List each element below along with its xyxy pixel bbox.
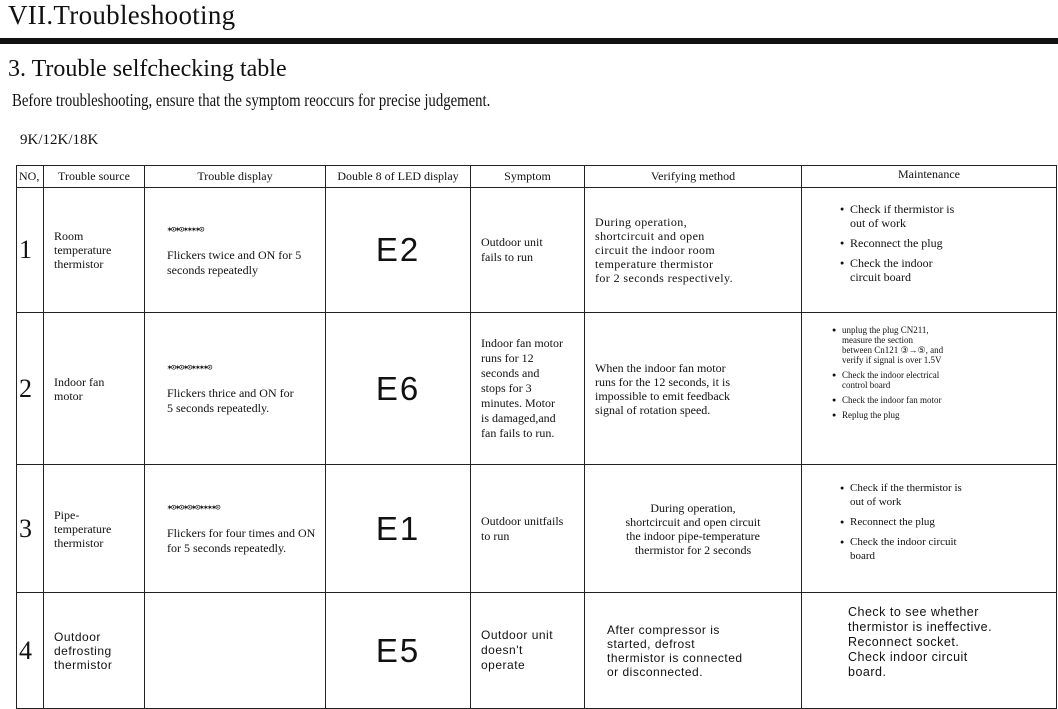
maintenance-step: ● Replug the plug bbox=[842, 410, 1056, 420]
row-number: 2 bbox=[17, 313, 44, 465]
maintenance bbox=[802, 188, 1057, 313]
led-code: E6 bbox=[326, 313, 471, 465]
led-flicker-pattern-icon: ✶⊙✶⊙✶⊙✶⊙✶✶✶✶⊙ bbox=[167, 503, 220, 513]
header-trouble-source: Trouble source bbox=[44, 166, 145, 188]
table-row bbox=[17, 593, 1057, 709]
header-verifying-method: Verifying method bbox=[585, 166, 802, 188]
symptom: Outdoor unit doesn't operate bbox=[471, 593, 585, 709]
verifying-method: When the indoor fan motor runs for the 12 seconds, it is impossible to emit feedback signal of rotation speed. bbox=[585, 313, 802, 465]
row-number: 4 bbox=[17, 593, 44, 709]
header-led-display: Double 8 of LED display bbox=[326, 166, 471, 188]
maintenance bbox=[802, 313, 1057, 465]
trouble-display bbox=[145, 465, 326, 593]
led-code: E1 bbox=[326, 465, 471, 593]
trouble-table bbox=[16, 165, 1057, 709]
trouble-source: Pipe- temperature thermistor bbox=[44, 465, 145, 593]
trouble-display bbox=[145, 188, 326, 313]
maintenance-step: ● Check if thermistor is out of work bbox=[850, 202, 1056, 230]
section-title: 3. Trouble selfchecking table bbox=[8, 56, 287, 82]
verifying-method: After compressor is started, defrost thermistor is connected or disconnected. bbox=[585, 593, 802, 709]
header-maintenance: Maintenance bbox=[802, 166, 1057, 188]
maintenance: Check to see whether thermistor is ineffective. Reconnect socket. Check indoor circuit board. bbox=[802, 593, 1057, 709]
maintenance-step: ● Check the indoor circuit board bbox=[850, 535, 1056, 563]
trouble-display-text: Flickers for four times and ON for 5 seconds repeatedly. bbox=[167, 526, 316, 555]
trouble-display bbox=[145, 313, 326, 465]
maintenance-step: ● Check the indoor electrical control board bbox=[842, 370, 1056, 390]
table-row bbox=[17, 465, 1057, 593]
led-code: E2 bbox=[326, 188, 471, 313]
maintenance-step: ● Check the indoor circuit board bbox=[850, 256, 1056, 284]
verifying-method: During operation, shortcircuit and open circuit the indoor pipe-temperature thermistor for 2 seconds bbox=[585, 465, 802, 593]
maintenance-step: ● unplug the plug CN211, measure the section between Cn121 ③→⑤, and verify if signal is over 1.5V bbox=[842, 325, 1056, 365]
led-code: E5 bbox=[326, 593, 471, 709]
header-no: NO, bbox=[17, 166, 44, 188]
table-row bbox=[17, 313, 1057, 465]
chapter-title: VII.Troubleshooting bbox=[8, 0, 236, 30]
symptom: Outdoor unitfails to run bbox=[471, 465, 585, 593]
trouble-display bbox=[145, 593, 326, 709]
led-flicker-pattern-icon: ✶⊙✶⊙✶✶✶✶⊙ bbox=[167, 224, 204, 235]
trouble-source: Indoor fan motor bbox=[44, 313, 145, 465]
trouble-display-text: Flickers twice and ON for 5 seconds repeatedly bbox=[167, 247, 302, 277]
symptom: Outdoor unit fails to run bbox=[471, 188, 585, 313]
row-number: 1 bbox=[17, 188, 44, 313]
maintenance-step: ● Reconnect the plug bbox=[850, 236, 1056, 250]
maintenance-step: ● Reconnect the plug bbox=[850, 515, 1056, 529]
verifying-method: During operation, shortcircuit and open circuit the indoor room temperature thermistor for 2 seconds respectively. bbox=[585, 188, 802, 313]
header-trouble-display: Trouble display bbox=[145, 166, 326, 188]
troubleshooting-note: Before troubleshooting, ensure that the symptom reoccurs for precise judgement. bbox=[12, 90, 491, 110]
symptom: Indoor fan motor runs for 12 seconds and stops for 3 minutes. Motor is damaged,and fan fails to run. bbox=[471, 313, 585, 465]
table-header-row bbox=[17, 166, 1057, 188]
model-list: 9K/12K/18K bbox=[20, 132, 99, 148]
maintenance-step: ● Check if the thermistor is out of work bbox=[850, 481, 1056, 509]
led-flicker-pattern-icon: ✶⊙✶⊙✶⊙✶✶✶✶⊙ bbox=[167, 363, 212, 373]
trouble-source: Room temperature thermistor bbox=[44, 188, 145, 313]
header-symptom: Symptom bbox=[471, 166, 585, 188]
maintenance bbox=[802, 465, 1057, 593]
trouble-source: Outdoor defrosting thermistor bbox=[44, 593, 145, 709]
header-divider bbox=[0, 38, 1058, 44]
table-row bbox=[17, 188, 1057, 313]
trouble-display-text: Flickers thrice and ON for 5 seconds repeatedly. bbox=[167, 386, 294, 415]
row-number: 3 bbox=[17, 465, 44, 593]
maintenance-step: ● Check the indoor fan motor bbox=[842, 395, 1056, 405]
